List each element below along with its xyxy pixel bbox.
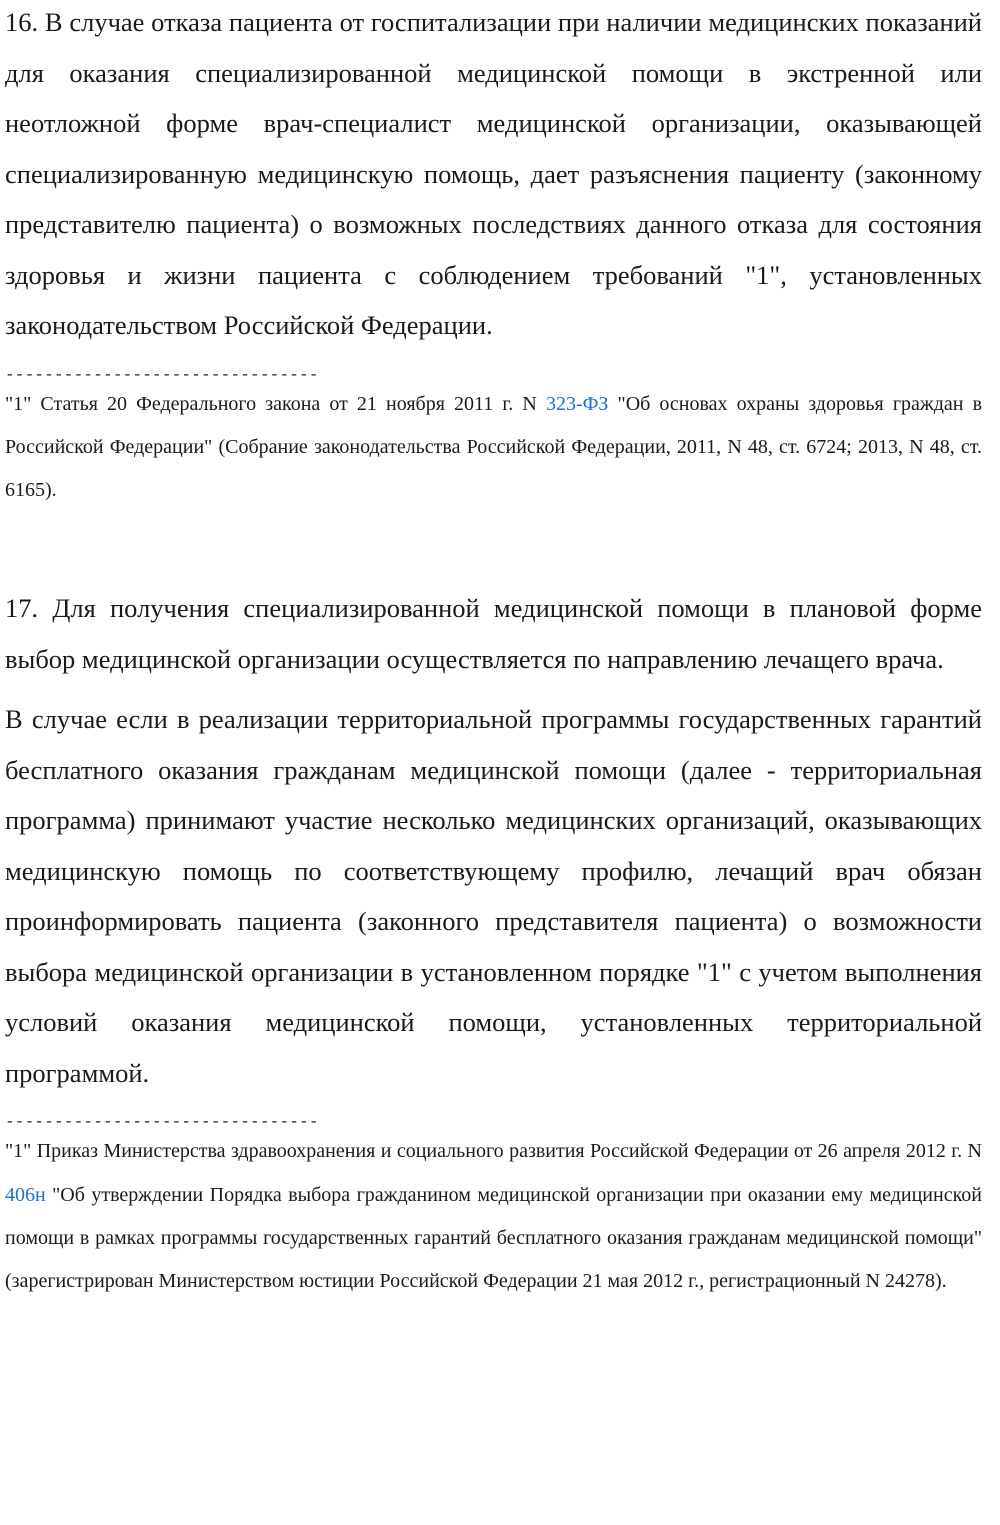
footnote-text-start: "1" Статья 20 Федерального закона от 21 ноября 2011 г. N bbox=[5, 392, 546, 415]
footnote-text-end: "Об основах охраны здоровья граждан в Российской Федерации" (Собрание законодательства Российской Федерации, 2011, N 48, ст. 6724; 2013, N 48, ст. 6165). bbox=[5, 392, 983, 502]
footnote-16 bbox=[5, 383, 982, 513]
document-page bbox=[5, 0, 982, 1304]
paragraph-17: 17. Для получения специализированной медицинской помощи в плановой форме выбор медицинской организации осуществляется по направлению лечащего врача. bbox=[5, 593, 982, 674]
footnote-text-end: "Об утверждении Порядка выбора гражданином медицинской организации при оказании ему медицинской помощи в рамках программы государственных гарантий бесплатного оказания гражданам медицинской помощи" (зарегистрирован Министерством юстиции Российской Федерации 21 мая 2012 г., регистрационный N 24278). bbox=[5, 1183, 982, 1293]
footnote-separator: -------------------------------- bbox=[5, 365, 319, 384]
law-link-323-fz[interactable]: 323-ФЗ bbox=[545, 392, 609, 415]
paragraph-17-continued: В случае если в реализации территориальной программы государственных гарантий бесплатного оказания гражданам медицинской помощи (далее - территориальная программа) принимают участие несколько медицинских организаций, оказывающих медицинскую помощь по соответствующему профилю, лечащий врач обязан проинформировать пациента (законного представителя пациента) о возможности выбора медицинской организации в установленном порядке "1" с учетом выполнения условий оказания медицинской помощи, установленных территориальной программой. bbox=[5, 704, 982, 1088]
footnote-text-start: "1" Приказ Министерства здравоохранения и социального развития Российской Федерации от 26 апреля 2012 г. N bbox=[5, 1140, 982, 1163]
footnote-separator: -------------------------------- bbox=[5, 1113, 319, 1132]
paragraph-16: 16. В случае отказа пациента от госпитализации при наличии медицинских показаний для оказания специализированной медицинской помощи в экстренной или неотложной форме врач-специалист медицинской организации, оказывающей специализированную медицинскую помощь, дает разъяснения пациенту (законному представителю пациента) о возможных последствиях данного отказа для состояния здоровья и жизни пациента с соблюдением требований "1", установленных законодательством Российской Федерации. bbox=[5, 7, 982, 340]
footnote-17 bbox=[5, 1130, 982, 1303]
order-link-406n[interactable]: 406н bbox=[5, 1183, 46, 1206]
